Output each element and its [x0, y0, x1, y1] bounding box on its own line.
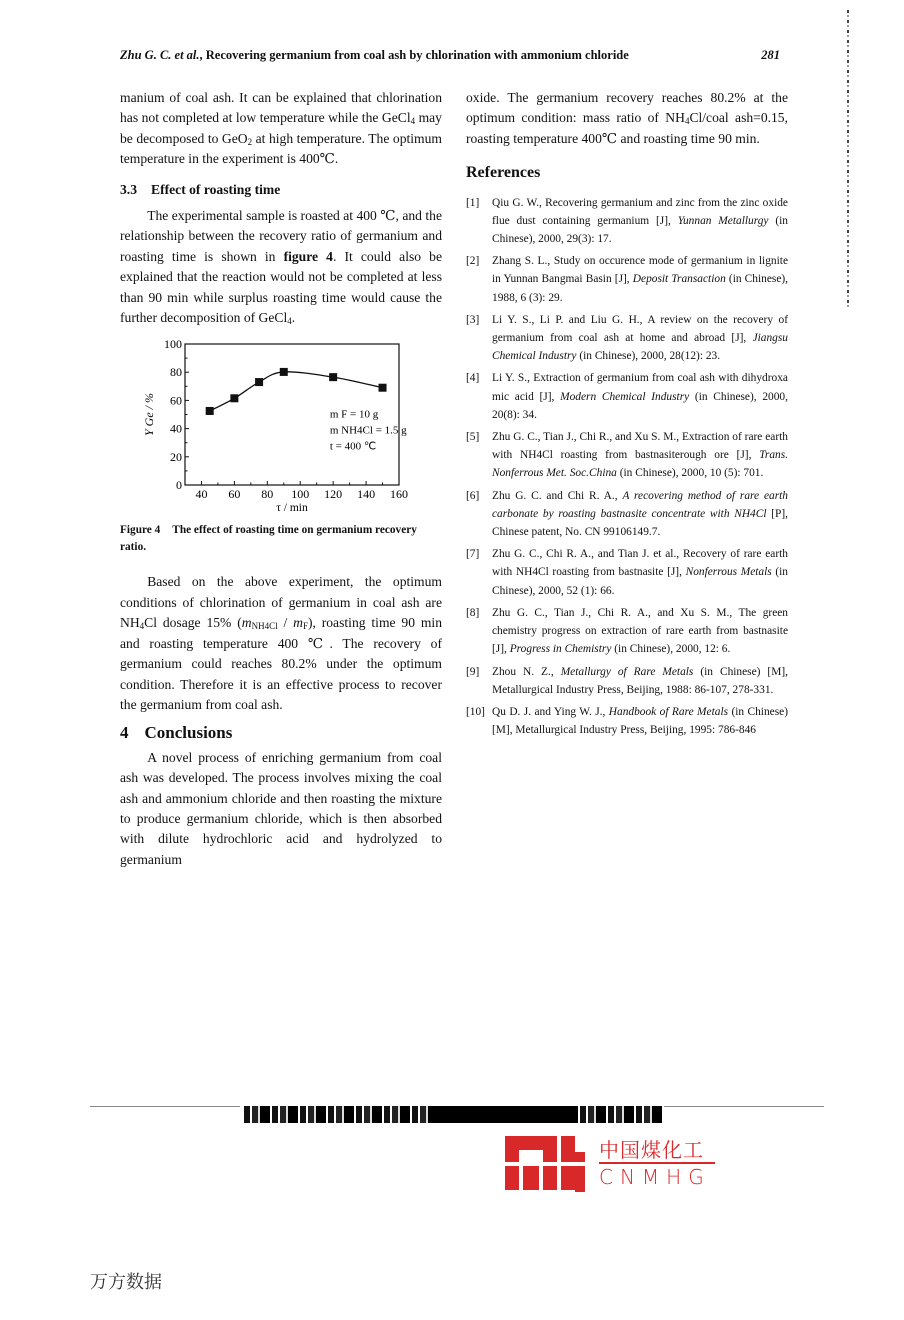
reference-item: [9] Zhou N. Z., Metallurgy of Rare Metals (in Chinese) [M], Metallurgical Industry Press, Beijing, 1988: 86-107, 278-331. [466, 665, 788, 696]
figure-caption: Figure 4 The effect of roasting time on germanium recovery ratio. [120, 524, 417, 554]
x-tick-label: 160 [390, 487, 408, 502]
reference-list [466, 194, 788, 740]
chart-annotation: m F = 10 g [329, 408, 379, 421]
reference-item: [2] Zhang S. L., Study on occurence mode of germanium in lignite in Yunnan Bangmai Basin [J], Deposit Transaction (in Chinese), 1988, 6 (3): 29. [466, 255, 789, 304]
left-column [120, 88, 442, 870]
data-point-marker [230, 395, 238, 403]
data-point-marker [379, 384, 387, 392]
figure-4 [120, 336, 442, 516]
scan-artifact-line [90, 1106, 240, 1107]
y-tick-label: 0 [176, 478, 182, 493]
data-point-marker [255, 379, 263, 387]
cnmhg-logo [505, 1132, 725, 1192]
header-title: , Recovering germanium from coal ash by chlorination with ammonium chloride [199, 48, 629, 62]
x-tick-label: 40 [195, 487, 208, 502]
y-tick-label: 20 [170, 450, 182, 465]
paragraph: manium of coal ash. It can be explained that chlorination has not completed at low temperature while the GeCl$_4$ may be decomposed to GeO$_2$ at high temperature. The optimum temperature in the experiment is 400℃. [120, 90, 443, 167]
right-column [466, 88, 788, 743]
logo-block [523, 1166, 539, 1190]
logo-english-text: CNMHG [599, 1165, 711, 1189]
y-axis-label: Y Ge / % [142, 393, 156, 437]
x-tick-label: 140 [357, 487, 376, 502]
x-tick-label: 100 [291, 487, 310, 502]
y-tick-label: 60 [170, 393, 182, 408]
logo-block [531, 1136, 543, 1150]
logo-mark-icon [505, 1132, 585, 1192]
reference-item: [1] Qiu G. W., Recovering germanium and zinc from the zinc oxide flue dust containing germanium [J], Yunnan Metallurgy (in Chinese), 2000, 29(3): 17. [466, 196, 788, 246]
scan-artifact-line [664, 1106, 824, 1107]
paragraph: The experimental sample is roasted at 400 ℃, and the relationship between the recovery ratio of germanium and roasting time is shown in figure 4. It could also be explained that the reaction would not be completed at less than 90 min while surplus roasting time would cause the further decomposition of GeCl$_4$. [120, 208, 442, 327]
series-line [210, 372, 383, 411]
running-head [120, 48, 780, 63]
paragraph: oxide. The germanium recovery reaches 80.2% at the optimum condition: mass ratio of $NH_4Cl$/coal ash=0.15, roasting temperature 400℃ and roasting time 90 min. [466, 90, 789, 146]
section-heading-3-3: 3.3 Effect of roasting time [120, 181, 281, 197]
reference-item: [10] Qu D. J. and Ying W. J., Handbook of Rare Metals (in Chinese) [M], Metallurgical Industry Press, Beijing, 1995: 786-846 [466, 705, 789, 737]
data-point-marker [280, 368, 288, 376]
logo-chinese-text: 中国煤化工 [599, 1138, 704, 1162]
y-tick-label: 40 [170, 422, 182, 437]
page-number: 281 [761, 48, 780, 62]
figure-reference: figure 4 [283, 248, 333, 264]
reference-item: [5] Zhu G. C., Tian J., Chi R., and Xu S. M., Extraction of rare earth with NH4Cl roasting from bastnasiterough ore [J], Trans. Nonferrous Met. Soc.China (in Chinese), 2000, 10 (5): 701. [466, 431, 788, 480]
chart-annotation: t = 400 ℃ [329, 440, 377, 453]
reference-item: [8] Zhu G. C., Tian J., Chi R. A., and Xu S. M., The green chemistry progress on extraction of rare earth from bastnasite [J], Progress in Chemistry (in Chinese), 2000, 12: 6. [466, 606, 788, 656]
y-tick-label: 100 [164, 337, 182, 352]
paragraph: A novel process of enriching germanium from coal ash was developed. The process involves mixing the coal ash and ammonium chloride and then roasting the mixture to produce germanium chloride, which is then absorbed with dilute hydrochloric acid and hydrolyzed to germanium [120, 749, 442, 867]
y-tick-label: 80 [170, 365, 182, 380]
scan-edge-noise [847, 10, 849, 310]
references-heading: References [466, 164, 541, 182]
watermark: 万方数据 [90, 1272, 162, 1293]
section-heading-4: 4 Conclusions [120, 723, 233, 743]
x-tick-label: 60 [228, 487, 241, 502]
paragraph: Based on the above experiment, the optimum conditions of chlorination of germanium in coal ash are $NH_4Cl$ dosage 15% $(m_{NH4Cl} / m_F)$, roasting time 90 min and roasting temperature 400 ℃. The recovery of germanium could reaches 80.2% under the optimum condition. Therefore it is an effective process to recover the germanium from coal ash. [120, 574, 443, 712]
data-point-marker [329, 374, 337, 382]
scan-artifact-block [430, 1106, 570, 1123]
header-authors: Zhu G. C. et al. [120, 48, 200, 62]
x-axis-label: τ / min [276, 502, 308, 515]
reference-item: [7] Zhu G. C., Chi R. A., and Tian J. et al., Recovery of rare earth with NH4Cl roasting from bastnasite [J], Nonferrous Metals (in Chinese), 2000, 52 (1): 66. [466, 548, 788, 597]
reference-item: [6] Zhu G. C. and Chi R. A., A recovering method of rare earth carbonate by roasting bastnasite concentrate with NH4Cl [P], Chinese patent, No. CN 99106149.7. [466, 489, 788, 539]
data-point-marker [206, 407, 214, 415]
reference-item: [3] Li Y. S., Li P. and Liu G. H., A review on the recovery of germanium from coal ash at home and abroad [J], Jiangsu Chemical Industry (in Chinese), 2000, 28(12): 23. [466, 313, 788, 363]
chart-annotation: m NH4Cl = 1.5 g [329, 424, 407, 437]
logo-block [519, 1136, 531, 1150]
logo-divider [599, 1162, 715, 1164]
reference-item: [4] Li Y. S., Extraction of germanium from coal ash with dihydroxa mic acid [J], Modern Chemical Industry (in Chinese), 2000, 20(8): 34. [466, 372, 788, 421]
logo-gap [505, 1162, 585, 1166]
line-chart [120, 336, 442, 521]
x-tick-label: 120 [324, 487, 343, 502]
x-tick-label: 80 [261, 487, 274, 502]
